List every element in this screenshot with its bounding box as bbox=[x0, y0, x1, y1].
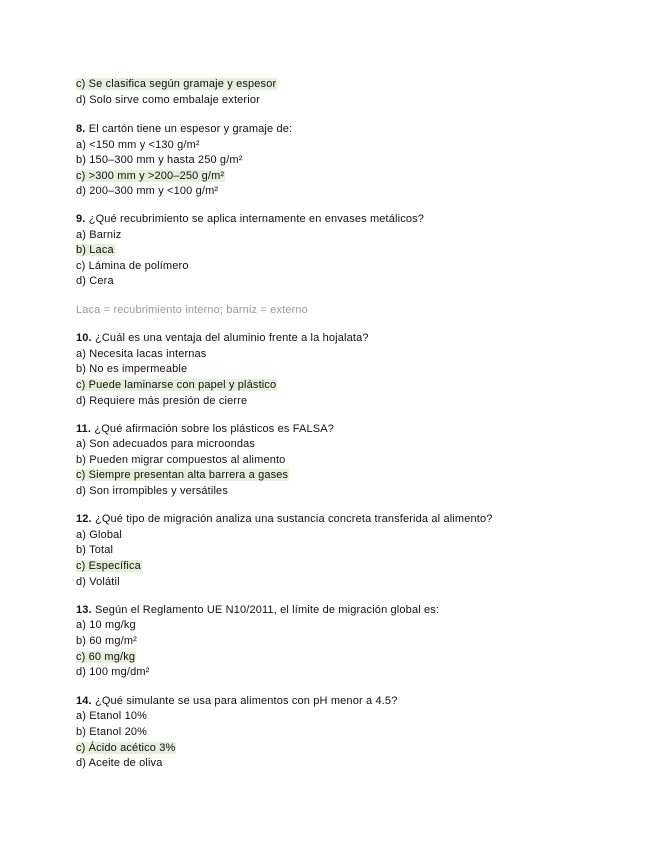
answer-option-highlighted bbox=[76, 243, 115, 257]
answer-option: d) Cera bbox=[76, 275, 114, 287]
answer-option-highlighted bbox=[76, 468, 289, 482]
answer-option: a) Etanol 10% bbox=[76, 710, 148, 722]
answer-option: d) Aceite de oliva bbox=[76, 757, 163, 769]
correct-answer-highlight: c) >300 mm y >200–250 g/m² bbox=[76, 170, 225, 182]
question-number: 9. bbox=[76, 213, 86, 225]
answer-option: a) Barniz bbox=[76, 229, 122, 241]
answer-option: a) Global bbox=[76, 529, 122, 541]
answer-option-highlighted bbox=[76, 378, 277, 392]
question-12 bbox=[76, 512, 493, 526]
answer-option-highlighted bbox=[76, 559, 142, 573]
answer-option: d) Volátil bbox=[76, 576, 120, 588]
correct-answer-highlight: c) Ácido acético 3% bbox=[76, 742, 176, 754]
answer-option-highlighted bbox=[76, 741, 176, 755]
question-11 bbox=[76, 422, 334, 436]
correct-answer-highlight: c) Específica bbox=[76, 560, 141, 572]
answer-option: b) 150–300 mm y hasta 250 g/m² bbox=[76, 154, 243, 166]
answer-option: b) Etanol 20% bbox=[76, 726, 148, 738]
question-number: 13. bbox=[76, 604, 92, 616]
answer-option-highlighted bbox=[76, 77, 277, 91]
answer-option: d) Son irrompibles y versátiles bbox=[76, 485, 228, 497]
answer-option: d) Requiere más presión de cierre bbox=[76, 395, 248, 407]
question-number: 12. bbox=[76, 513, 92, 525]
question-number: 10. bbox=[76, 332, 92, 344]
question-9 bbox=[76, 212, 424, 226]
answer-option: c) Lámina de polímero bbox=[76, 260, 189, 272]
answer-option: b) Total bbox=[76, 544, 114, 556]
question-text: Según el Reglamento UE N10/2011, el límite de migración global es: bbox=[94, 604, 440, 616]
question-text: ¿Cuál es una ventaja del aluminio frente a la hojalata? bbox=[94, 332, 369, 344]
answer-option: d) Solo sirve como embalaje exterior bbox=[76, 94, 260, 106]
question-text: ¿Qué simulante se usa para alimentos con pH menor a 4.5? bbox=[94, 695, 398, 707]
question-text: ¿Qué afirmación sobre los plásticos es FALSA? bbox=[94, 423, 335, 435]
answer-option: a) Necesita lacas internas bbox=[76, 348, 207, 360]
answer-option: a) 10 mg/kg bbox=[76, 619, 136, 631]
question-number: 14. bbox=[76, 695, 92, 707]
answer-option: a) <150 mm y <130 g/m² bbox=[76, 139, 200, 151]
correct-answer-highlight: c) Puede laminarse con papel y plástico bbox=[76, 379, 277, 391]
question-number: 8. bbox=[76, 123, 86, 135]
correct-answer-highlight: b) Laca bbox=[76, 244, 114, 256]
question-text: ¿Qué recubrimiento se aplica internamente en envases metálicos? bbox=[88, 213, 425, 225]
answer-option: b) Pueden migrar compuestos al alimento bbox=[76, 454, 286, 466]
correct-answer-highlight: c) Se clasifica según gramaje y espesor bbox=[76, 78, 277, 90]
question-number: 11. bbox=[76, 423, 92, 435]
answer-option-highlighted bbox=[76, 650, 136, 664]
question-8 bbox=[76, 122, 292, 136]
question-text: El cartón tiene un espesor y gramaje de: bbox=[88, 123, 293, 135]
explanation-note: Laca = recubrimiento interno; barniz = externo bbox=[76, 304, 308, 316]
answer-option: d) 100 mg/dm² bbox=[76, 666, 150, 678]
question-text: ¿Qué tipo de migración analiza una sustancia concreta transferida al alimento? bbox=[94, 513, 493, 525]
answer-option: b) 60 mg/m² bbox=[76, 635, 137, 647]
question-13 bbox=[76, 603, 439, 617]
answer-option: b) No es impermeable bbox=[76, 363, 188, 375]
question-14 bbox=[76, 694, 397, 708]
question-10 bbox=[76, 331, 369, 345]
answer-option: d) 200–300 mm y <100 g/m² bbox=[76, 185, 219, 197]
answer-option-highlighted bbox=[76, 169, 225, 183]
correct-answer-highlight: c) 60 mg/kg bbox=[76, 651, 136, 663]
correct-answer-highlight: c) Siempre presentan alta barrera a gases bbox=[76, 469, 289, 481]
answer-option: a) Son adecuados para microondas bbox=[76, 438, 256, 450]
